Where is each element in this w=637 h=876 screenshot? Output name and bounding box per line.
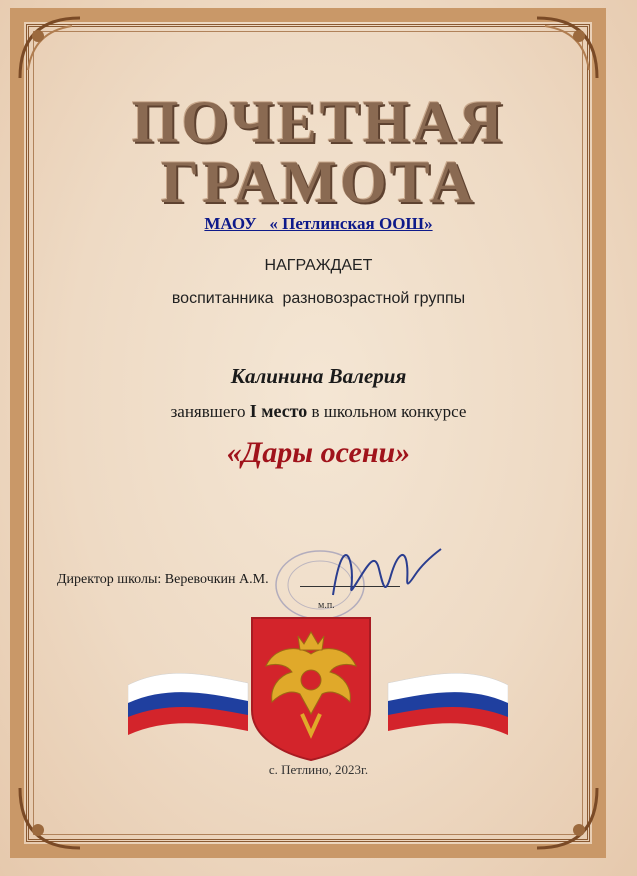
contest-name: «Дары осени» <box>226 436 411 469</box>
place-value: I место <box>249 401 308 421</box>
corner-ornament-icon <box>10 778 90 858</box>
place-line <box>0 401 637 422</box>
school-name: МАОУ « Петлинская ООШ» <box>204 214 433 233</box>
pupil-description: воспитанника разновозрастной группы <box>171 290 466 307</box>
recipient-name: Калинина Валерия <box>230 364 407 388</box>
director-line: Директор школы: Веревочкин А.М. <box>57 572 269 587</box>
corner-ornament-icon <box>527 778 607 858</box>
place-prefix: занявшего <box>170 402 246 421</box>
place-suffix: в школьном конкурсе <box>311 402 467 421</box>
signature-icon <box>325 535 445 615</box>
title-line-2: ГРАМОТА <box>160 149 477 215</box>
awards-heading: НАГРАЖДАЕТ <box>264 257 373 274</box>
place-and-year: с. Петлино, 2023г. <box>268 762 369 777</box>
stamp-mark: м.п. <box>318 600 335 611</box>
corner-ornament-icon <box>10 8 90 88</box>
corner-ornament-icon <box>527 8 607 88</box>
russian-coat-of-arms-icon <box>248 614 374 764</box>
title-line-1: ПОЧЕТНАЯ <box>131 89 506 155</box>
